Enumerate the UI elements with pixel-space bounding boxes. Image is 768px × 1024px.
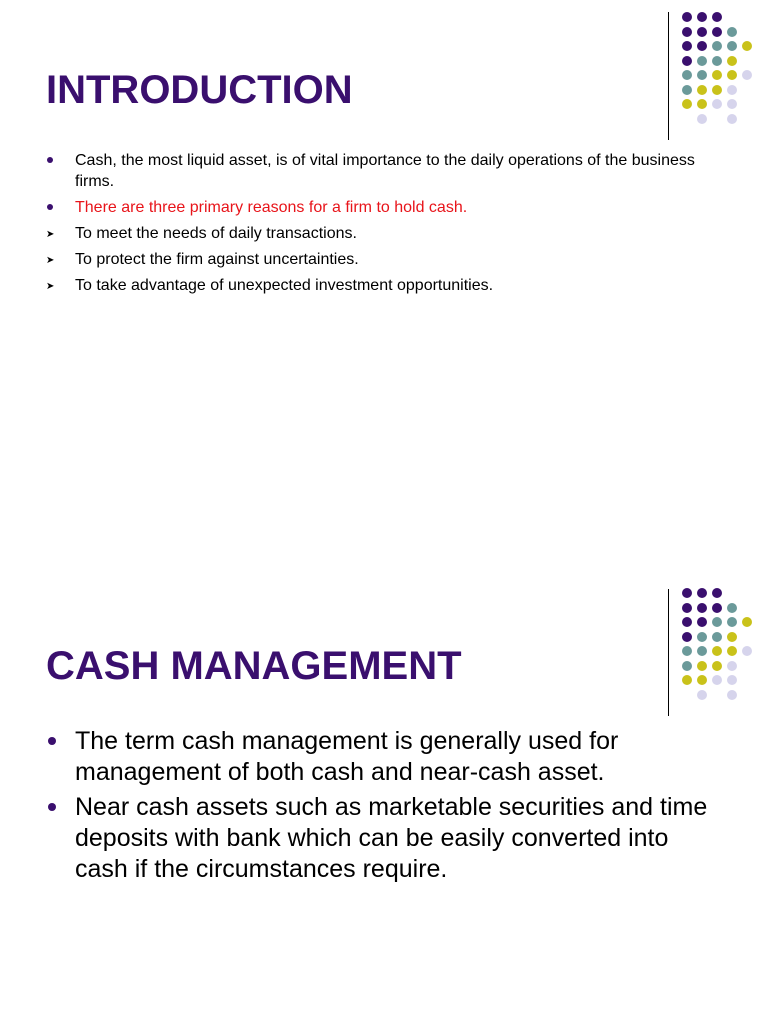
bullet-dot-icon (47, 157, 53, 163)
decorative-dot (727, 41, 737, 51)
bullet-list (46, 726, 726, 889)
decorative-dot (682, 675, 692, 685)
bullet-text: Near cash assets such as marketable securities and time deposits with bank which can be easily converted into cash if the circumstances require. (75, 793, 708, 883)
decorative-dot (727, 603, 737, 613)
arrow-bullet-icon: ➤ (46, 281, 55, 292)
decorative-dot (712, 675, 722, 685)
decorative-dot (712, 85, 722, 95)
decorative-dot (727, 632, 737, 642)
decorative-dot (682, 99, 692, 109)
decorative-dot (727, 675, 737, 685)
decorative-dot-grid (682, 12, 762, 130)
decorative-dot (697, 85, 707, 95)
decorative-dot (682, 41, 692, 51)
decorative-dot (697, 603, 707, 613)
decorative-dot (742, 646, 752, 656)
bullet-dot-icon (48, 737, 56, 745)
decorative-dot (682, 27, 692, 37)
decorative-dot (697, 114, 707, 124)
arrow-bullet-icon: ➤ (46, 229, 55, 240)
decorative-dot (682, 603, 692, 613)
arrow-bullet-icon: ➤ (46, 255, 55, 266)
decorative-dot (712, 99, 722, 109)
bullet-text: The term cash management is generally used for management of both cash and near-cash asset. (75, 727, 619, 786)
sub-bullet-item (46, 249, 716, 270)
decorative-dot (682, 85, 692, 95)
decorative-dot (682, 56, 692, 66)
decorative-dot (727, 70, 737, 80)
decorative-dot (727, 56, 737, 66)
decorative-dot (697, 70, 707, 80)
decorative-vertical-line (668, 12, 669, 140)
decorative-dot (742, 41, 752, 51)
decorative-dot (712, 661, 722, 671)
decorative-dot (682, 70, 692, 80)
decorative-dot (682, 617, 692, 627)
decorative-dot (742, 70, 752, 80)
sub-bullet-item (46, 223, 716, 244)
decorative-dot (727, 27, 737, 37)
decorative-dot (697, 56, 707, 66)
decorative-dot (712, 617, 722, 627)
decorative-dot (682, 632, 692, 642)
decorative-dot (697, 588, 707, 598)
decorative-vertical-line (668, 589, 669, 716)
decorative-dot (697, 99, 707, 109)
bullet-item (46, 150, 716, 192)
decorative-dot (712, 12, 722, 22)
bullet-text: To take advantage of unexpected investment opportunities. (75, 277, 494, 294)
bullet-text: To protect the firm against uncertainties. (75, 251, 359, 268)
bullet-item-highlight (46, 197, 716, 218)
decorative-dot (712, 603, 722, 613)
decorative-dot (712, 70, 722, 80)
decorative-dot (727, 617, 737, 627)
bullet-dot-icon (48, 803, 56, 811)
decorative-dot-grid (682, 588, 762, 706)
bullet-list (46, 150, 716, 301)
decorative-dot (727, 661, 737, 671)
decorative-dot (697, 675, 707, 685)
decorative-dot (727, 690, 737, 700)
decorative-dot (697, 632, 707, 642)
decorative-dot (682, 12, 692, 22)
decorative-dot (742, 617, 752, 627)
bullet-item (46, 726, 726, 788)
slide-cash-management (0, 576, 768, 1024)
bullet-item (46, 792, 726, 885)
decorative-dot (697, 690, 707, 700)
bullet-dot-icon (47, 204, 53, 210)
decorative-dot (697, 646, 707, 656)
decorative-dot (682, 588, 692, 598)
decorative-dot (682, 661, 692, 671)
decorative-dot (727, 85, 737, 95)
decorative-dot (712, 27, 722, 37)
decorative-dot (697, 27, 707, 37)
decorative-dot (712, 646, 722, 656)
bullet-text: To meet the needs of daily transactions. (75, 225, 357, 242)
decorative-dot (727, 99, 737, 109)
decorative-dot (697, 617, 707, 627)
decorative-dot (712, 632, 722, 642)
decorative-dot (697, 41, 707, 51)
decorative-dot (712, 588, 722, 598)
decorative-dot (727, 646, 737, 656)
bullet-text: Cash, the most liquid asset, is of vital importance to the daily operations of the business firms. (75, 152, 695, 190)
decorative-dot (697, 661, 707, 671)
decorative-dot (727, 114, 737, 124)
sub-bullet-item (46, 275, 716, 296)
decorative-dot (697, 12, 707, 22)
decorative-dot (712, 41, 722, 51)
slide-title: CASH MANAGEMENT (46, 644, 462, 688)
decorative-dot (712, 56, 722, 66)
slide-title: INTRODUCTION (46, 68, 353, 112)
bullet-text: There are three primary reasons for a firm to hold cash. (75, 199, 468, 216)
decorative-dot (682, 646, 692, 656)
